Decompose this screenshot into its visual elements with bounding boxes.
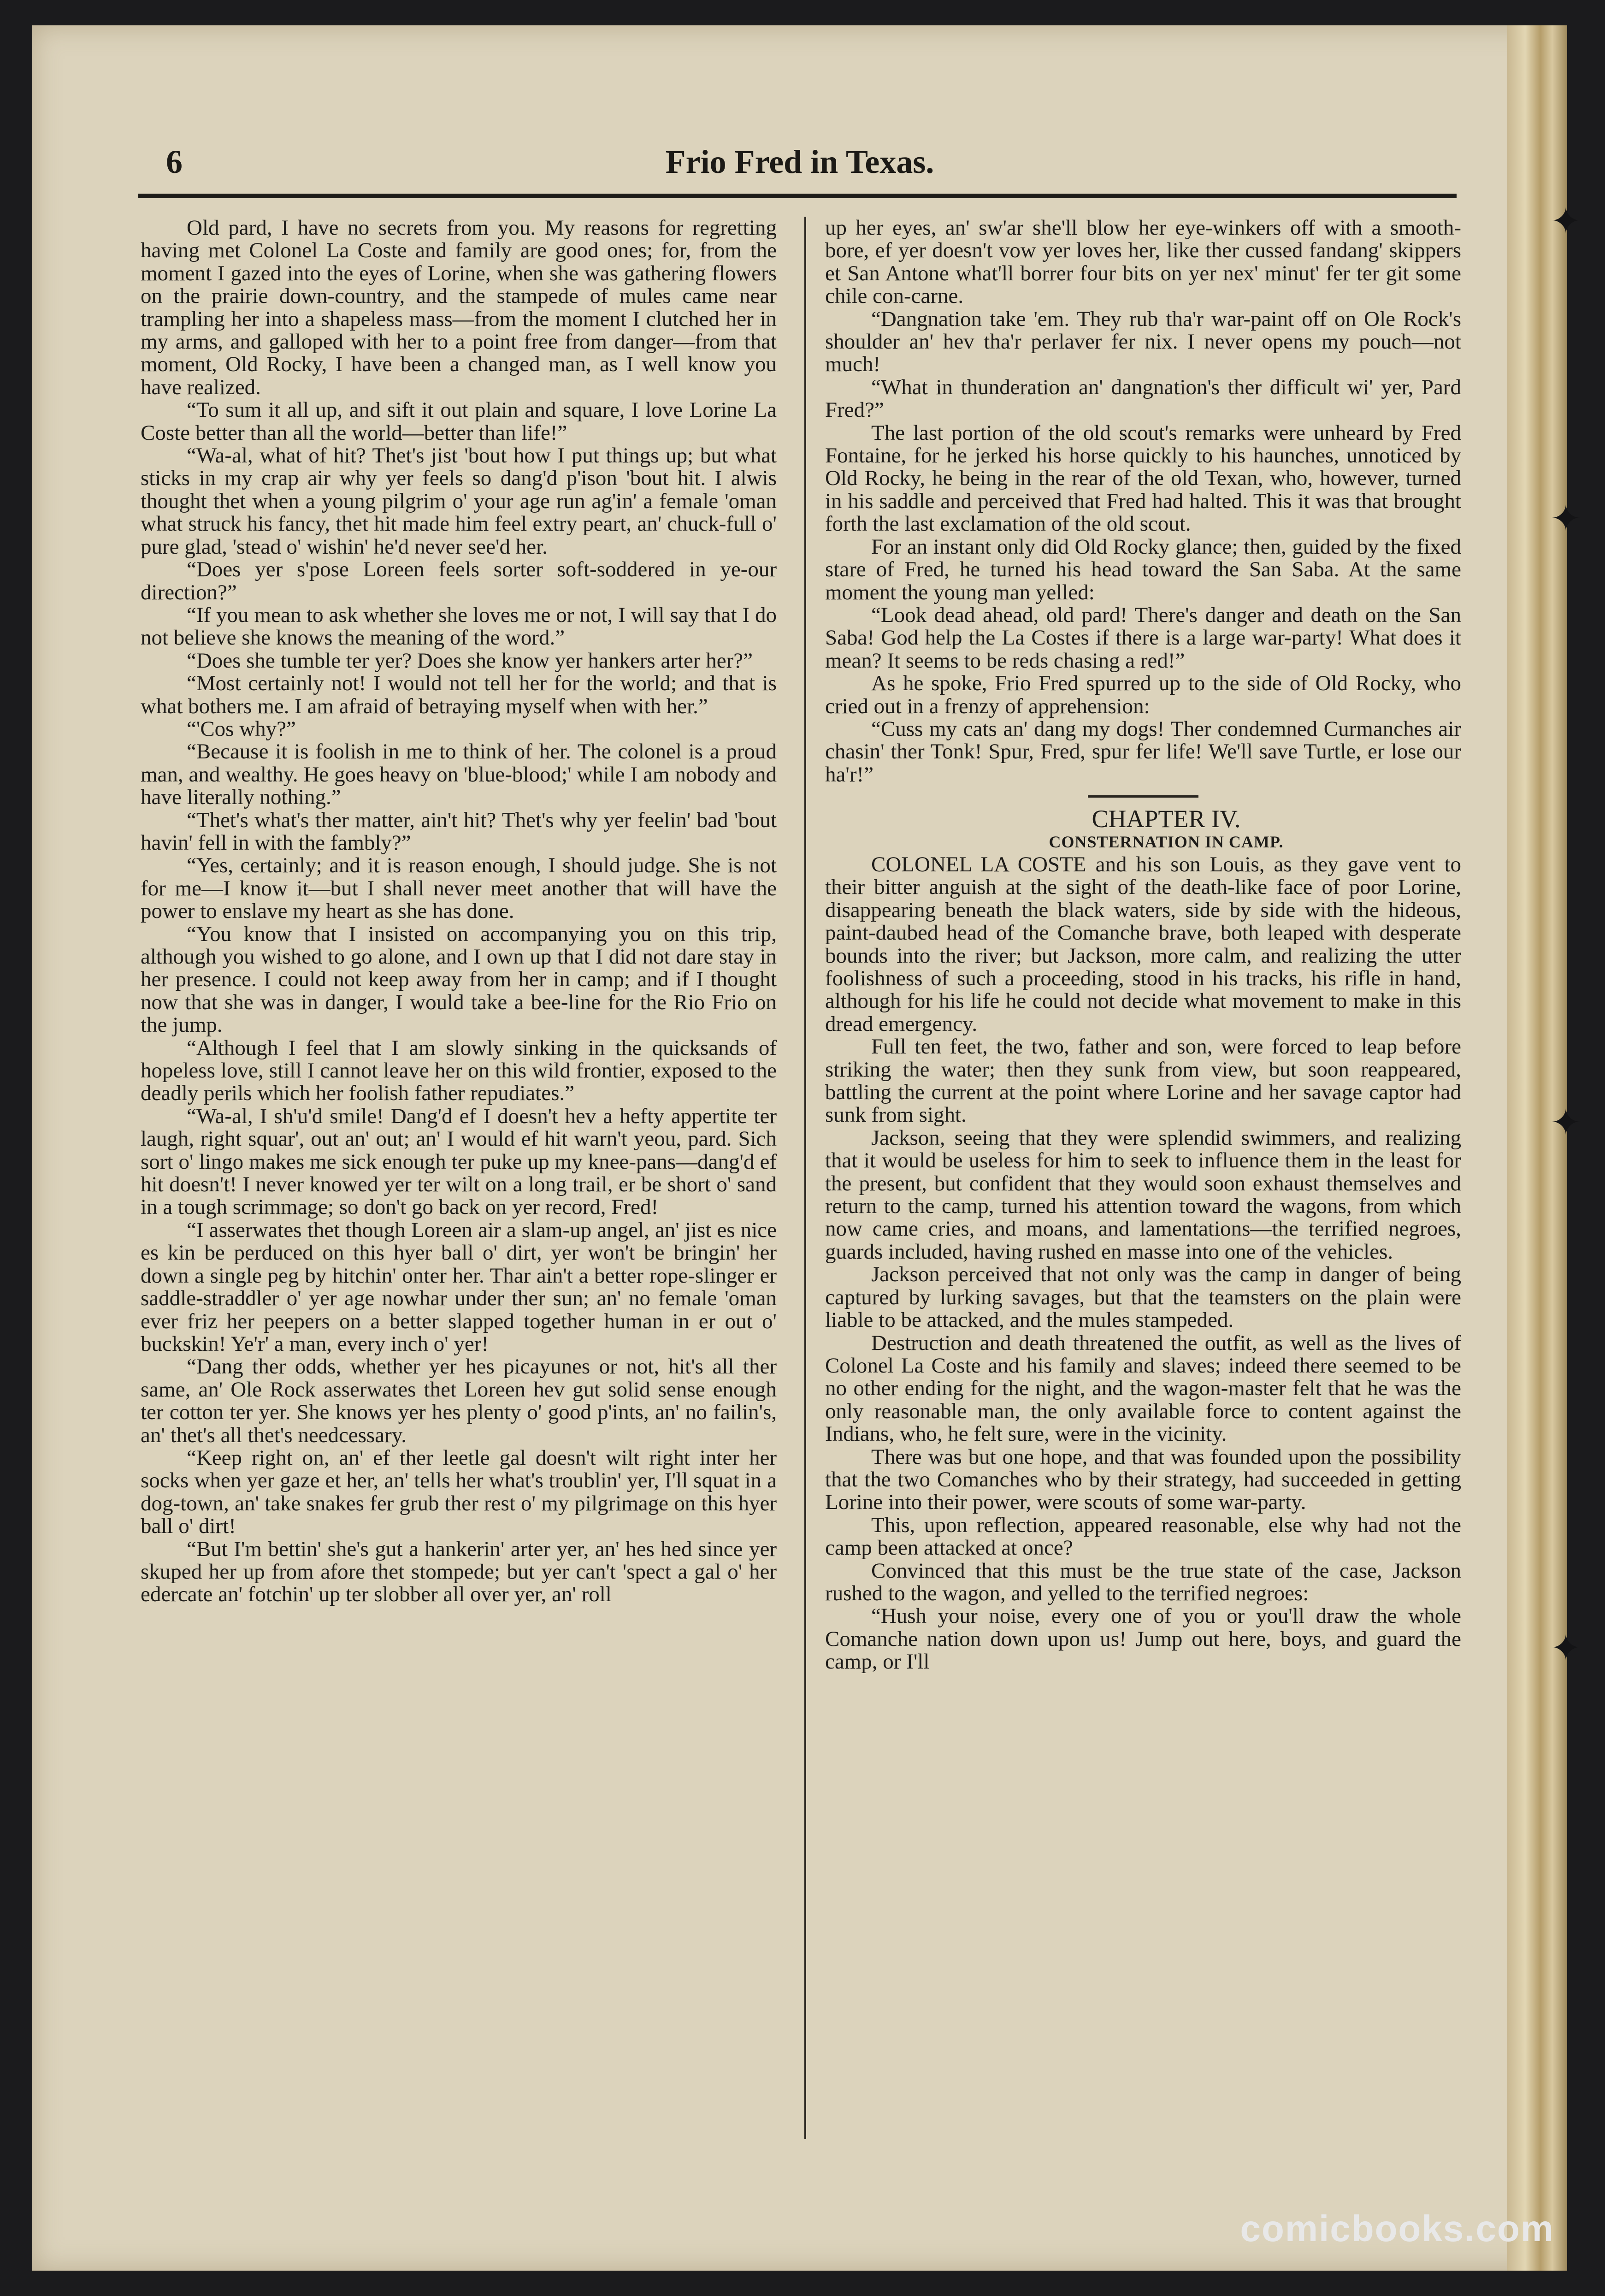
staple-icon: ✦: [1550, 200, 1581, 243]
paragraph: “Keep right on, an' ef ther leetle gal doesn't wilt right inter her socks when yer gaze et her, an' tells her what's troublin' yer, I'll squat in a dog-town, an' take snakes fer grub ther rest o' my pilgrimage on this hyer ball o' dirt!: [141, 1445, 777, 1539]
paragraph: “Wa-al, what of hit? Thet's jist 'bout how I put things up; but what sticks in my crap air why yer feels so dang'd p'ison 'bout hit. I alwis thought thet when a young pilgrim o' your age run ag'in' a female 'oman what struck his fancy, thet hit made him feel extry peart, an' chuck-full o' pure glad, 'stead o' wishin' he'd never see'd her.: [141, 444, 777, 559]
right-column: [825, 217, 1461, 1674]
staple-icon: ✦: [1550, 1627, 1581, 1669]
paragraph: “Dang ther odds, whether yer hes picayunes or not, hit's all ther same, an' Ole Rock asserwates thet Loreen hev gut solid sense enough ter cotton ter yer. She knows yer hes plenty o' good p'ints, an' no failin's, an' thet's all thet's needcessary.: [141, 1355, 777, 1447]
paragraph: “Thet's what's ther matter, ain't hit? Thet's why yer feelin' bad 'bout havin' fell in with the fambly?”: [141, 808, 777, 855]
paragraph: “You know that I insisted on accompanying you on this trip, although you wished to go alone, and I own up that I did not dare stay in her presence. I could not keep away from her in camp; and if I thought now that she was in danger, I would take a bee-line for the Rio Frio on the jump.: [141, 922, 777, 1037]
column-divider: [804, 217, 806, 2139]
paragraph: “Does yer s'pose Loreen feels sorter soft-soddered in ye-our direction?”: [141, 557, 777, 604]
chapter-heading: CHAPTER IV.: [1092, 805, 1241, 833]
paragraph: “Most certainly not! I would not tell her for the world; and that is what bothers me. I am afraid of betraying myself when with her.”: [141, 671, 777, 718]
paragraph: Jackson, seeing that they were splendid swimmers, and realizing that it would be useless for him to seek to influence them in the least for the present, but confident that they would soon exhaust themselves and return to the camp, turned his attention toward the wagons, from which now came cries, and moans, and lamentations—the terrified negroes, guards included, having rushed en masse into one of the vehicles.: [825, 1125, 1461, 1264]
paragraph: COLONEL LA COSTE and his son Louis, as they gave vent to their bitter anguish at the sight of the death-like face of poor Lorine, disappearing beneath the black waters, side by side with the hideous, paint-daubed head of the Comanche brave, both leaped with desperate bounds into the river; but Jackson, more calm, and realizing the utter foolishness of such a proceeding, stood in his tracks, his rifle in hand, although for his life he could not decide what movement to make in this dread emergency.: [825, 852, 1461, 1036]
paragraph: “'Cos why?”: [187, 716, 296, 741]
paragraph: For an instant only did Old Rocky glance; then, guided by the fixed stare of Fred, he turned his head toward the San Saba. At the same moment the young man yelled:: [825, 534, 1461, 604]
staple-icon: ✦: [1550, 497, 1581, 540]
header-rule: [138, 194, 1457, 198]
paragraph: “Cuss my cats an' dang my dogs! Ther condemned Curmanches air chasin' ther Tonk! Spur, Fred, spur fer life! We'll save Turtle, er lose our ha'r!”: [825, 716, 1461, 787]
paragraph: up her eyes, an' sw'ar she'll blow her eye-winkers off with a smooth-bore, ef yer doesn't vow yer loves her, like ther cussed fandang' skippers et San Antone what'll borrer four bits on yer nex' minut' fer ter git some chile con-carne.: [825, 216, 1461, 308]
paragraph: “I asserwates thet though Loreen air a slam-up angel, an' jist es nice es kin be perduced on this hyer ball o' dirt, yer won't be bringin' her down a single peg by hitchin' onter her. Thar ain't a better rope-slinger er saddle-straddler o' yer age nowhar under ther sun; an' no female 'oman ever friz her peepers on a better slapped together human in er out o' buckskin! Ye'r' a man, every inch o' yer!: [141, 1218, 777, 1356]
running-title: Frio Fred in Texas.: [665, 143, 934, 180]
paragraph: Convinced that this must be the true state of the case, Jackson rushed to the wagon, and yelled to the terrified negroes:: [825, 1558, 1461, 1605]
staple-icon: ✦: [1550, 1101, 1581, 1144]
paragraph: Old pard, I have no secrets from you. My reasons for regretting having met Colonel La Coste and family are good ones; for, from the moment I gazed into the eyes of Lorine, when she was gathering flowers on the prairie down-country, and the stampede of mules came near trampling her into a shapeless mass—from the moment I clutched her in my arms, and galloped with her to a point free from danger—from that moment, Old Rocky, I have been a changed man, as I well know you have realized.: [141, 216, 777, 399]
paragraph: There was but one hope, and that was founded upon the possibility that the two Comanches who by their strategy, had succeeded in getting Lorine into their power, were scouts of some war-party.: [825, 1444, 1461, 1515]
binding-edge: [1507, 25, 1567, 2271]
paragraph: “Because it is foolish in me to think of her. The colonel is a proud man, and wealthy. He goes heavy on 'blue-blood;' while I am nobody and have literally nothing.”: [141, 740, 777, 810]
paragraph: “Yes, certainly; and it is reason enough, I should judge. She is not for me—I know it—but I shall never meet another that will have the power to enslave my heart as she has done.: [141, 853, 777, 923]
paragraph: “Hush your noise, every one of you or you'll draw the whole Comanche nation down upon us! Jump out here, boys, and guard the camp, or I'll: [825, 1604, 1461, 1674]
paragraph: Full ten feet, the two, father and son, were forced to leap before striking the water; then they sunk from view, but soon reappeared, battling the current at the point where Lorine and her savage captor had sunk from sight.: [825, 1035, 1461, 1127]
paragraph: This, upon reflection, appeared reasonable, else why had not the camp been attacked at once?: [825, 1513, 1461, 1560]
page-number: 6: [166, 143, 183, 180]
watermark: comicbooks.com: [1240, 2208, 1554, 2249]
paragraph: “What in thunderation an' dangnation's ther difficult wi' yer, Pard Fred?”: [825, 375, 1461, 422]
paragraph: “To sum it all up, and sift it out plain and square, I love Lorine La Coste better than all the world—better than life!”: [141, 398, 777, 445]
paragraph: “Does she tumble ter yer? Does she know yer hankers arter her?”: [187, 648, 753, 673]
paragraph: Jackson perceived that not only was the camp in danger of being captured by lurking savages, but that the teamsters on the plain were liable to be attacked, and the mules stampeded.: [825, 1262, 1461, 1332]
left-column: [141, 217, 777, 1606]
paragraph: “Dangnation take 'em. They rub tha'r war-paint off on Ole Rock's shoulder an' hev tha'r perlaver fer nix. I never opens my pouch—not much!: [825, 307, 1461, 377]
paragraph: “If you mean to ask whether she loves me or not, I will say that I do not believe she knows the meaning of the word.”: [141, 603, 777, 650]
paragraph: “Although I feel that I am slowly sinking in the quicksands of hopeless love, still I cannot leave her on this wild frontier, exposed to the deadly perils which her foolish father repudiates.”: [141, 1036, 777, 1106]
paragraph: Destruction and death threatened the outfit, as well as the lives of Colonel La Coste and his family and slaves; indeed there seemed to be no other ending for the night, and the wagon-master felt that he was the only reasonable man, the only available force to content against the Indians, who, he felt sure, were in the vicinity.: [825, 1331, 1461, 1446]
paragraph: As he spoke, Frio Fred spurred up to the side of Old Rocky, who cried out in a frenzy of apprehension:: [825, 671, 1461, 718]
paragraph: “But I'm bettin' she's gut a hankerin' arter yer, an' hes hed since yer skuped her up from afore thet stompede; but yer can't 'spect a gal o' her edercate an' fotchin' up ter slobber all over yer, an' roll: [141, 1537, 777, 1607]
paragraph: The last portion of the old scout's remarks were unheard by Fred Fontaine, for he jerked his horse quickly to his haunches, unnoticed by Old Rocky, he being in the rear of the old Texan, who, however, turned in his saddle and perceived that Fred had halted. This it was that brought forth the last exclamation of the old scout.: [825, 420, 1461, 536]
page-header: [138, 138, 1461, 203]
paragraph: “Wa-al, I sh'u'd smile! Dang'd ef I doesn't hev a hefty appertite ter laugh, right squar', out an' out; an' I would ef hit warn't yeou, pard. Sich sort o' lingo makes me sick enough ter puke up my knee-pans—dang'd ef hit doesn't! I never knowed yer ter wilt on a long trail, er be short o' sand in a tough scrimmage; so don't go back on yer record, Fred!: [141, 1104, 777, 1219]
section-rule: [1088, 795, 1198, 798]
paragraph: “Look dead ahead, old pard! There's danger and death on the San Saba! God help the La Costes if there is a large war-party! What does it mean? It seems to be reds chasing a red!”: [825, 603, 1461, 673]
chapter-subtitle: CONSTERNATION IN CAMP.: [1049, 832, 1284, 851]
